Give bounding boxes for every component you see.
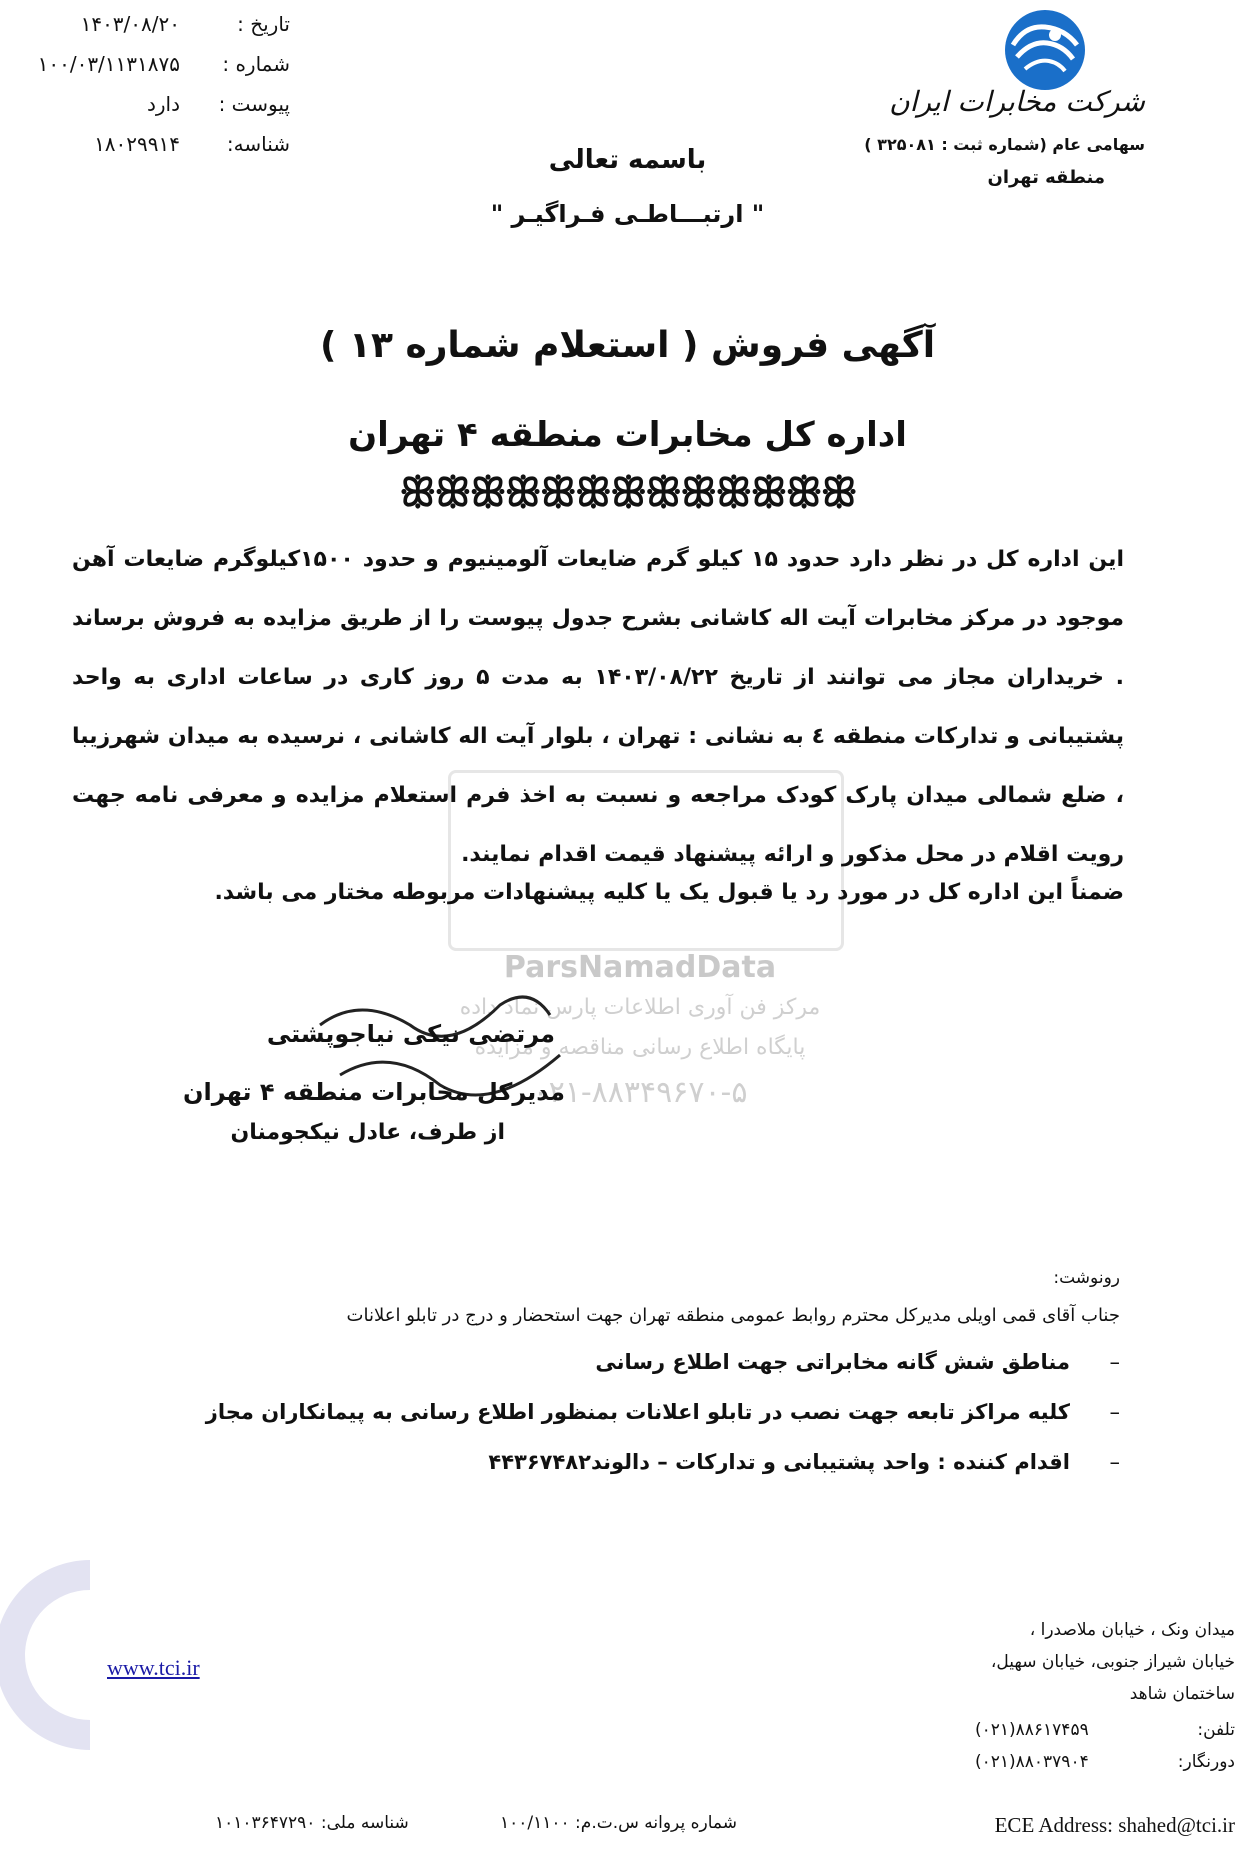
fax-row xyxy=(975,1752,1235,1778)
cc-first-recipient: جناب آقای قمی اویلی مدیرکل محترم روابط عمومی منطقه تهران جهت استحضار و درج در تابلو اعلانات xyxy=(346,1305,1120,1326)
meta-number xyxy=(20,52,290,82)
watermark-line-1: مرکز فن آوری اطلاعات پارس نماد داده xyxy=(459,995,821,1020)
phone-row xyxy=(975,1720,1235,1746)
meta-attachment-value: دارد xyxy=(146,92,180,116)
cc-item xyxy=(1110,1400,1121,1424)
phone-label: تلفن: xyxy=(1197,1720,1235,1740)
cc-dash: – xyxy=(1109,1450,1120,1474)
signatory-name: مرتضی نیکی نیاجوپشتی xyxy=(266,1020,555,1048)
meta-attachment-label: پیوست : xyxy=(218,92,290,116)
cc-dash: – xyxy=(1109,1400,1120,1424)
phone-value: (۰۲۱)۸۸۶۱۷۴۵۹ xyxy=(975,1720,1089,1740)
address-line-3: ساختمان شاهد xyxy=(1129,1684,1235,1704)
meta-id-value: ۱۸۰۲۹۹۱۴ xyxy=(94,132,180,156)
cc-item xyxy=(1110,1450,1121,1474)
page-title: آگهی فروش ( استعلام شماره ۱۳ ) xyxy=(319,325,936,366)
meta-id-label: شناسه: xyxy=(226,132,290,156)
region-name: منطقه تهران xyxy=(987,167,1105,188)
cc-heading: رونوشت: xyxy=(1053,1268,1120,1288)
meta-number-value: ۱۰۰/۰۳/۱۱۳۱۸۷۵ xyxy=(37,52,180,76)
body-paragraph xyxy=(72,530,1124,884)
meta-date-label: تاریخ : xyxy=(237,12,290,36)
address-line-2: خیابان شیراز جنوبی، خیابان سهیل، xyxy=(990,1652,1235,1672)
watermark-line-2: پایگاه اطلاع رسانی مناقصه و مزایده xyxy=(474,1035,806,1060)
ornament-divider: ꕥꕥꕥꕥꕥꕥꕥꕥꕥꕥꕥꕥꕥ xyxy=(399,470,856,516)
website-link[interactable]: www.tci.ir xyxy=(107,1655,200,1680)
license-number: شماره پروانه س.ت.م: ۱۰۰/۱۱۰۰ xyxy=(500,1813,737,1833)
basmala: باسمه تعالی xyxy=(548,145,707,175)
meta-number-label: شماره : xyxy=(222,52,290,76)
body-note: ضمناً این اداره کل در مورد رد یا قبول یک یا کلیه پیشنهادات مربوطه مختار می باشد. xyxy=(214,880,1124,905)
signatory-title: مدیرکل مخابرات منطقه ۴ تهران xyxy=(183,1078,565,1106)
cc-item-text: اقدام کننده : واحد پشتیبانی و تدارکات – دالوند۴۴۳۶۷۴۸۲ xyxy=(488,1450,1070,1474)
watermark-brand: ParsNamadData xyxy=(503,950,777,985)
footer-logo-icon xyxy=(0,1560,90,1750)
ece-address: ECE Address: shahed@tci.ir xyxy=(994,1813,1235,1837)
company-name: شرکت مخابرات ایران xyxy=(889,85,1145,118)
fax-label: دورنگار: xyxy=(1177,1752,1235,1772)
signatory-on-behalf: از طرف، عادل نیکجومنان xyxy=(230,1120,505,1145)
tci-logo-icon xyxy=(995,5,1095,95)
national-id: شناسه ملی: ۱۰۱۰۳۶۴۷۲۹۰ xyxy=(215,1813,409,1833)
cc-dash: – xyxy=(1109,1350,1120,1374)
meta-attachment xyxy=(20,92,290,122)
meta-date-value: ۱۴۰۳/۰۸/۲۰ xyxy=(80,12,180,36)
cc-item-text: کلیه مراکز تابعه جهت نصب در تابلو اعلانات بمنظور اطلاع رسانی به پیمانکاران مجاز xyxy=(205,1400,1070,1424)
page-subtitle: اداره کل مخابرات منطقه ۴ تهران xyxy=(348,415,907,455)
watermark-phone: ۰۲۱-۸۸۳۴۹۶۷۰-۵ xyxy=(532,1075,748,1110)
cc-item-text: مناطق شش گانه مخابراتی جهت اطلاع رسانی xyxy=(595,1350,1070,1374)
meta-date xyxy=(20,12,290,42)
slogan: " ارتبـــاطـی فـراگیـر " xyxy=(490,200,765,228)
fax-value: (۰۲۱)۸۸۰۳۷۹۰۴ xyxy=(975,1752,1089,1772)
registration-number: سهامی عام (شماره ثبت : ۳۲۵۰۸۱ ) xyxy=(864,135,1145,154)
address-line-1: میدان ونک ، خیابان ملاصدرا ، xyxy=(1029,1620,1235,1640)
body-text: این اداره کل در نظر دارد حدود ۱۵ کیلو گرم ضایعات آلومینیوم و حدود ۱۵۰۰کیلوگرم ضایعات آهن موجود در مرکز مخابرات آیت اله کاشانی بشرح جدول پیوست را از طریق مزایده به فروش برساند . خریداران مجاز می توانند از تاریخ ۱۴۰۳/۰۸/۲۲ به مدت ۵ روز کاری در ساعات اداری به واحد پشتیبانی و تدارکات منطقه ٤ به نشانی : تهران ، بلوار آیت اله کاشانی ، نرسیده به میدان شهرزیبا ، ضلع شمالی میدان پارک کودک مراجعه و نسبت به اخذ فرم استعلام مزایده و معرفی نامه جهت رویت اقلام در محل مذکور و ارائه پیشنهاد قیمت اقدام نمایند. xyxy=(72,547,1124,867)
cc-item xyxy=(1110,1350,1121,1374)
